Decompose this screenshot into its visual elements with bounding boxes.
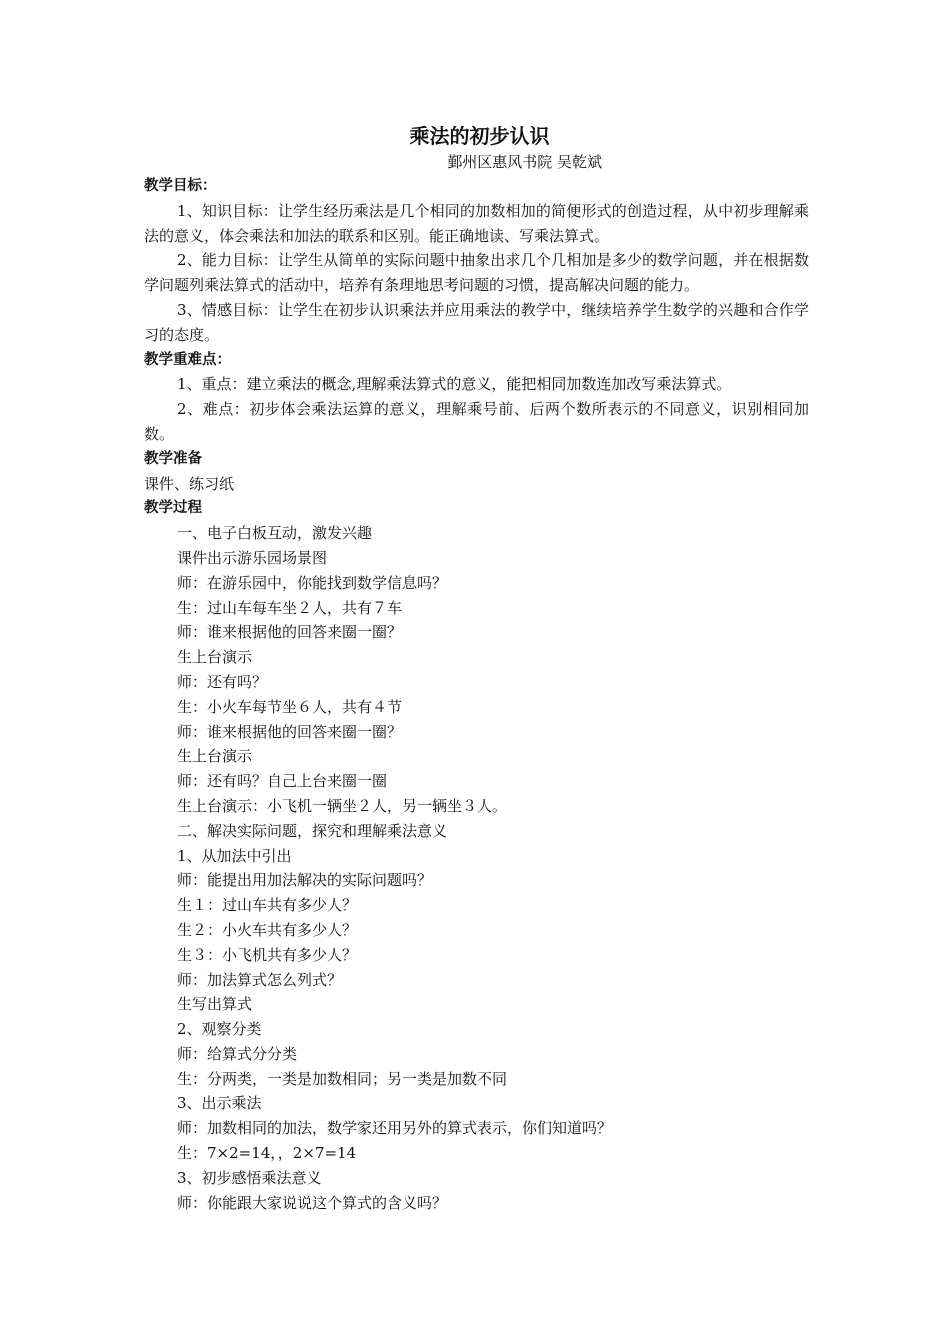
section-heading-key-points: 教学重难点：: [144, 351, 231, 368]
process-line: 师：还有吗？自己上台来圈一圈: [177, 772, 388, 791]
process-line: 师：谁来根据他的回答来圈一圈？: [177, 722, 403, 741]
process-line: 3、初步感悟乘法意义: [177, 1168, 322, 1187]
process-line: 师：你能跟大家说说这个算式的含义吗？: [177, 1193, 448, 1212]
process-line: 生：分两类，一类是加数相同；另一类是加数不同: [177, 1069, 508, 1088]
process-line: 1、从加法中引出: [177, 846, 292, 865]
goal-item: 2、能力目标：让学生从简单的实际问题中抽象出求几个几相加是多少的数学问题，并在根据数学问题列乘法算式的活动中，培养有条理地思考问题的习惯，提高解决问题的能力。: [144, 251, 809, 295]
process-line: 师：能提出用加法解决的实际问题吗？: [177, 871, 433, 890]
process-line: 生上台演示: [177, 747, 253, 766]
process-line: 生上台演示：小飞机一辆坐２人，另一辆坐３人。: [177, 796, 508, 815]
process-line: 二、解决实际问题，探究和理解乘法意义: [177, 821, 448, 840]
process-line: 一、电子白板互动，激发兴趣: [177, 524, 373, 543]
section-heading-preparation: 教学准备: [144, 450, 202, 467]
process-line: 师：还有吗？: [177, 672, 268, 691]
document-author: 鄞州区惠风书院 吴乾斌: [447, 153, 602, 171]
preparation-text: 课件、练习纸: [144, 474, 235, 493]
process-line: 师：加法算式怎么列式？: [177, 970, 343, 989]
process-line: 生：小火车每节坐６人，共有４节: [177, 697, 403, 716]
process-line: 生：过山车每车坐２人，共有７车: [177, 598, 403, 617]
process-line: 生写出算式: [177, 995, 253, 1014]
goal-item: 1、知识目标：让学生经历乘法是几个相同的加数相加的简便形式的创造过程，从中初步理解乘法的意义，体会乘法和加法的联系和区别。能正确地读、写乘法算式。: [144, 201, 809, 245]
process-line: 生：7×2=14，，2×7=14: [177, 1144, 357, 1163]
process-line: 师：谁来根据他的回答来圈一圈？: [177, 623, 403, 642]
process-line: 3、出示乘法: [177, 1094, 262, 1113]
section-heading-process: 教学过程: [144, 500, 202, 517]
process-line: 师：给算式分分类: [177, 1044, 298, 1063]
process-line: 2、观察分类: [177, 1020, 262, 1039]
process-line: 师：在游乐园中，你能找到数学信息吗？: [177, 573, 448, 592]
process-lines: [144, 521, 809, 1215]
goal-item: 3、情感目标：让学生在初步认识乘法并应用乘法的教学中，继续培养学生数学的兴趣和合作学习的态度。: [144, 300, 809, 344]
process-line: 生３：小飞机共有多少人？: [177, 945, 358, 964]
key-point-item: 1、重点：建立乘法的概念,理解乘法算式的意义，能把相同加数连加改写乘法算式。: [177, 375, 732, 394]
process-line: 生１：过山车共有多少人？: [177, 896, 358, 915]
process-line: 课件出示游乐园场景图: [177, 548, 328, 567]
process-line: 生２：小火车共有多少人？: [177, 920, 358, 939]
section-heading-goals: 教学目标：: [144, 178, 217, 194]
process-line: 师：加数相同的加法，数学家还用另外的算式表示，你们知道吗？: [177, 1119, 613, 1138]
document-page: [144, 121, 809, 1215]
document-title: 乘法的初步认识: [409, 124, 550, 148]
key-point-item: 2、难点：初步体会乘法运算的意义，理解乘号前、后两个数所表示的不同意义，识别相同加数。: [144, 400, 809, 443]
process-line: 生上台演示: [177, 648, 253, 667]
